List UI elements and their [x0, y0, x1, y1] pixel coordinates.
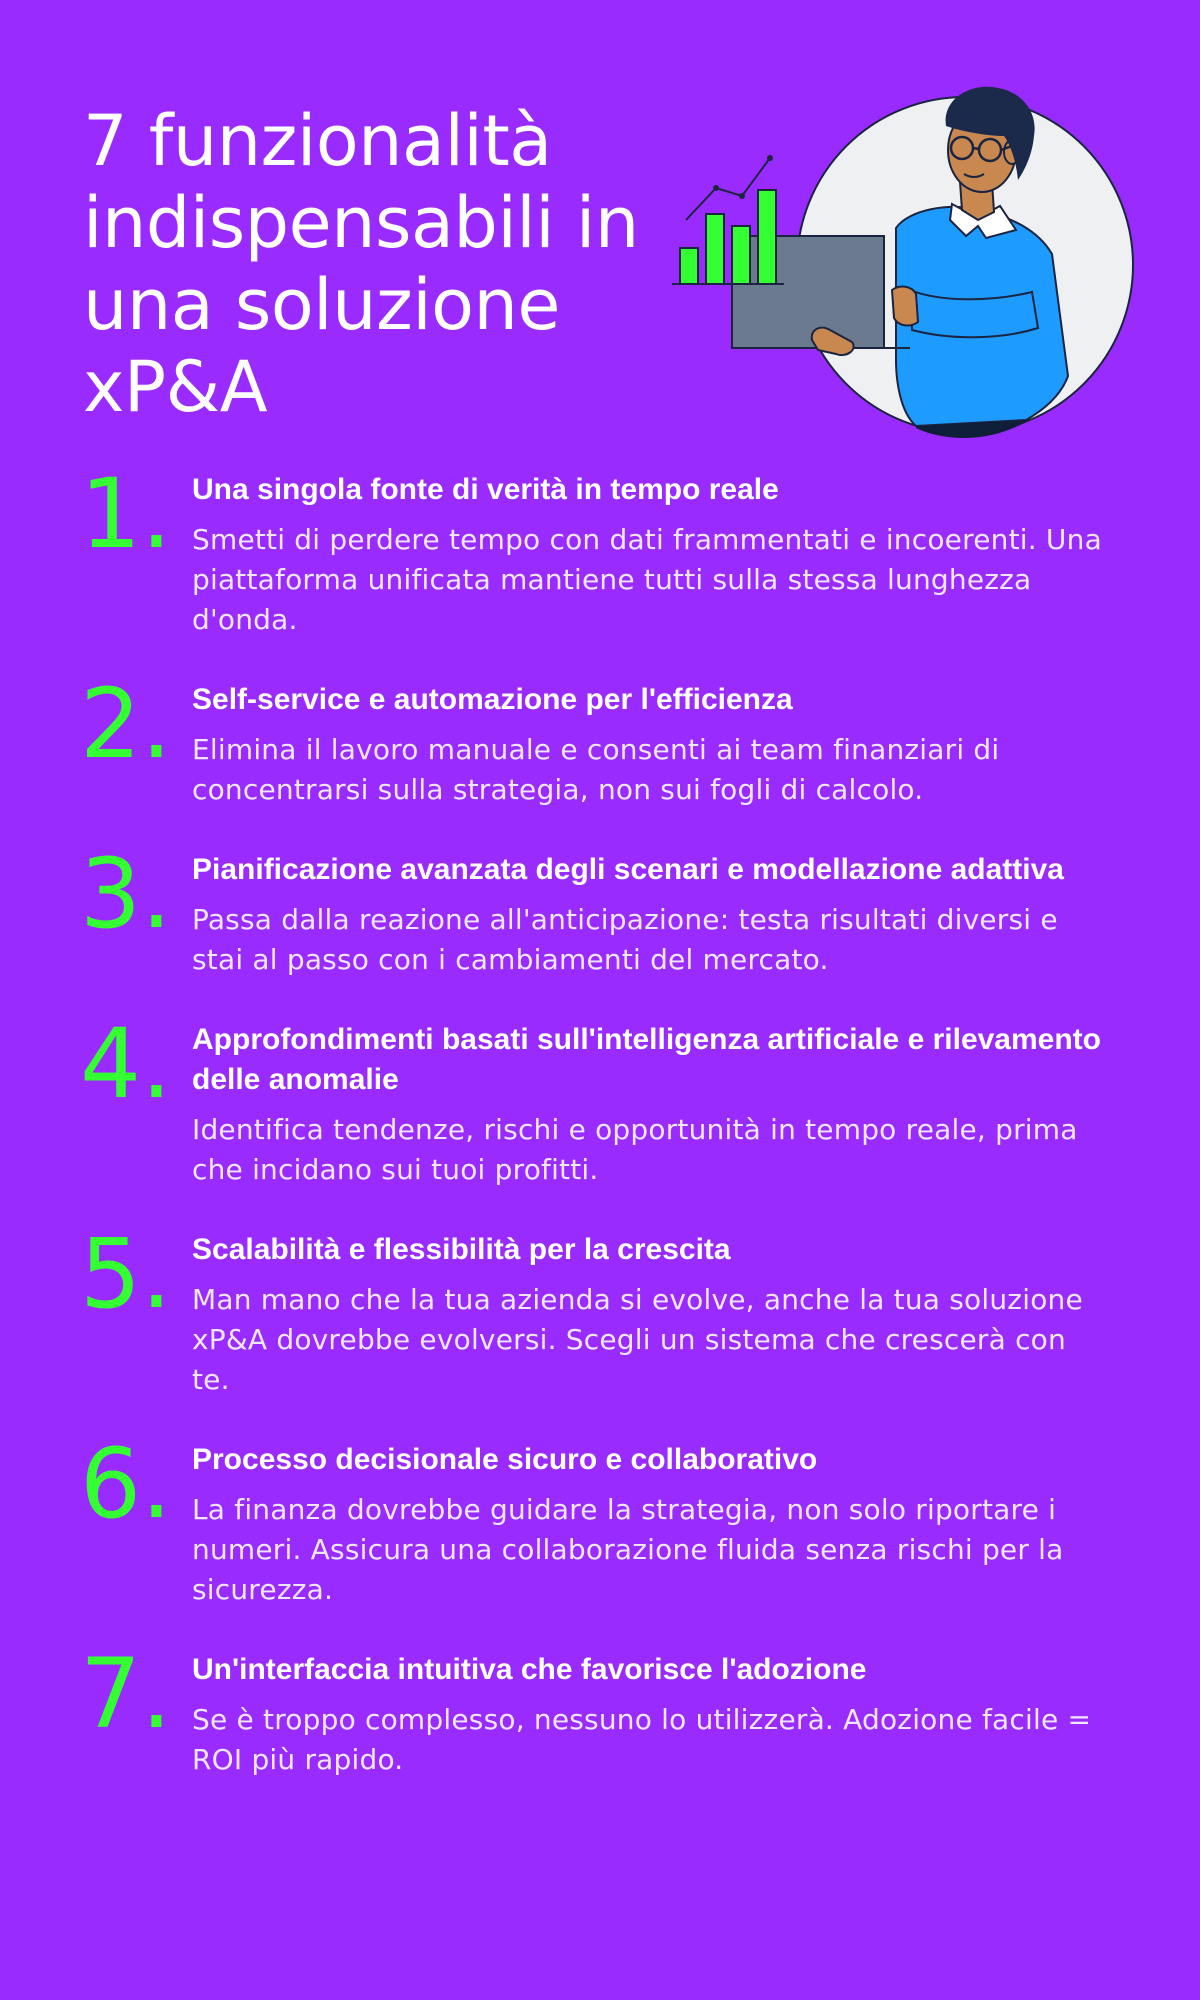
item-number: 3. [80, 838, 172, 950]
item-text: La finanza dovrebbe guidare la strategia, non solo riportare i numeri. Assicura una collaborazione fluida senza rischi per la sicurezza. [192, 1493, 1064, 1606]
item-text: Passa dalla reazione all'anticipazione: testa risultati diversi e stai al passo con i cambiamenti del mercato. [192, 903, 1058, 976]
item-body [192, 1020, 1112, 1190]
item-text: Smetti di perdere tempo con dati frammentati e incoerenti. Una piattaforma unificata mantiene tutti sulla stessa lunghezza d'onda. [192, 523, 1102, 636]
item-body [192, 1440, 1112, 1610]
list-item [0, 1008, 1200, 1190]
item-heading: Una singola fonte di verità in tempo reale [192, 473, 779, 506]
list-item [0, 668, 1200, 810]
list-item [0, 1428, 1200, 1610]
feature-list [0, 458, 1200, 1820]
item-text: Se è troppo complesso, nessuno lo utilizzerà. Adozione facile = ROI più rapido. [192, 1703, 1092, 1776]
page-title: 7 funzionalità indispensabili in una soluzione xP&A [83, 100, 639, 428]
item-heading: Approfondimenti basati sull'intelligenza artificiale e rilevamento delle anomalie [192, 1023, 1101, 1096]
item-number: 5. [80, 1218, 172, 1330]
item-text: Elimina il lavoro manuale e consenti ai team finanziari di concentrarsi sulla strategia, non sui fogli di calcolo. [192, 733, 1000, 806]
item-number: 6. [80, 1428, 172, 1540]
item-body [192, 1650, 1112, 1780]
person-with-laptop-chart-illustration [660, 40, 1140, 450]
item-number: 2. [80, 668, 172, 780]
list-item [0, 838, 1200, 980]
list-item [0, 1638, 1200, 1780]
item-heading: Un'interfaccia intuitiva che favorisce l'adozione [192, 1653, 867, 1686]
item-body [192, 1230, 1112, 1400]
list-item [0, 458, 1200, 640]
item-body [192, 680, 1112, 810]
item-body [192, 470, 1112, 640]
item-number: 1. [80, 458, 172, 570]
item-number: 4. [80, 1008, 172, 1120]
item-heading: Scalabilità e flessibilità per la crescita [192, 1233, 731, 1266]
item-text: Identifica tendenze, rischi e opportunità in tempo reale, prima che incidano sui tuoi profitti. [192, 1113, 1078, 1186]
item-heading: Pianificazione avanzata degli scenari e modellazione adattiva [192, 853, 1064, 886]
item-heading: Processo decisionale sicuro e collaborativo [192, 1443, 818, 1476]
item-heading: Self-service e automazione per l'efficienza [192, 683, 793, 716]
item-number: 7. [80, 1638, 172, 1750]
item-text: Man mano che la tua azienda si evolve, anche la tua soluzione xP&A dovrebbe evolversi. Scegli un sistema che crescerà con te. [192, 1283, 1083, 1396]
list-item [0, 1218, 1200, 1400]
item-body [192, 850, 1112, 980]
